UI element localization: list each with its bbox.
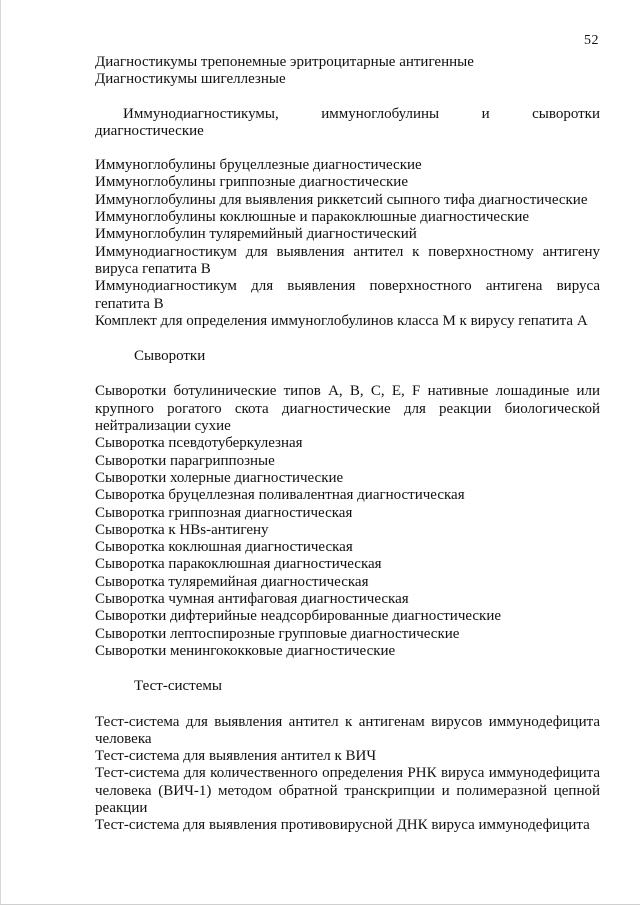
heading-word: Иммунодиагностикумы,	[123, 105, 279, 122]
list-item: Тест-система для выявления антител к ВИЧ	[95, 748, 377, 765]
list-item: Иммунодиагностикум для выявления поверхностного антигена вируса гепатита В	[95, 278, 600, 312]
document-body	[95, 54, 600, 835]
heading-word: и	[481, 105, 490, 122]
list-item: Иммуноглобулины коклюшные и паракоклюшные диагностические	[95, 209, 530, 226]
list-item: Сыворотка туляремийная диагностическая	[95, 573, 369, 590]
list-item: Иммунодиагностикум для выявления антител к поверхностному антигену вируса гепатита В	[95, 243, 600, 277]
list-item: Диагностикумы трепонемные эритроцитарные антигенные	[95, 54, 474, 70]
list-item: Сыворотка к HBs-антигену	[95, 521, 269, 538]
list-item: Сыворотки менингококковые диагностические	[95, 642, 396, 659]
section-heading-test-systems: Тест-системы	[134, 678, 222, 695]
list-item: Иммуноглобулины для выявления риккетсий сыпного тифа диагностические	[95, 191, 588, 208]
list-item: Сыворотки лептоспирозные групповые диагностические	[95, 625, 460, 642]
list-item: Сыворотка чумная антифаговая диагностическая	[95, 591, 409, 608]
list-item: Иммуноглобулины гриппозные диагностические	[95, 174, 408, 191]
list-item: Сыворотка гриппозная диагностическая	[95, 504, 353, 521]
heading-word: сыворотки	[532, 105, 600, 122]
section-heading-sera: Сыворотки	[134, 348, 206, 365]
section-diagnosticums	[95, 54, 600, 89]
section-test-systems	[95, 714, 600, 835]
list-item: Сыворотка коклюшная диагностическая	[95, 539, 353, 556]
heading-tail: диагностические	[95, 122, 204, 139]
list-item: Иммуноглобулин туляремийный диагностический	[95, 226, 417, 243]
heading-word: иммуноглобулины	[321, 105, 440, 122]
list-item: Сыворотки дифтерийные неадсорбированные диагностические	[95, 608, 502, 625]
list-item: Сыворотки холерные диагностические	[95, 469, 344, 486]
list-item: Иммуноглобулины бруцеллезные диагностические	[95, 157, 422, 174]
list-item: Сыворотки парагриппозные	[95, 452, 275, 469]
list-item: Сыворотка псевдотуберкулезная	[95, 435, 303, 452]
list-item: Сыворотки ботулинические типов А, В, С, Е, F нативные лошадиные или крупного рогатого скота диагностические для реакции биологической нейтрализации сухие	[95, 383, 600, 435]
page-number: 52	[584, 33, 599, 48]
scan-left-edge	[0, 0, 1, 905]
section-sera	[95, 383, 600, 660]
list-item: Тест-система для выявления антител к антигенам вирусов иммунодефицита человека	[95, 713, 600, 747]
list-item: Комплект для определения иммуноглобулинов класса М к вирусу гепатита А	[95, 312, 588, 329]
list-item: Сыворотка паракоклюшная диагностическая	[95, 556, 382, 573]
list-item: Тест-система для выявления противовирусной ДНК вируса иммунодефицита	[95, 817, 590, 834]
section-heading-immunodiagnosticums	[95, 106, 600, 141]
list-item: Тест-система для количественного определения РНК вируса иммунодефицита человека (ВИЧ-1) методом обратной транскрипции и полимеразной цепной реакции	[95, 765, 600, 816]
section-immunoglobulins	[95, 157, 600, 330]
list-item: Сыворотка бруцеллезная поливалентная диагностическая	[95, 487, 465, 504]
list-item: Диагностикумы шигеллезные	[95, 71, 286, 88]
